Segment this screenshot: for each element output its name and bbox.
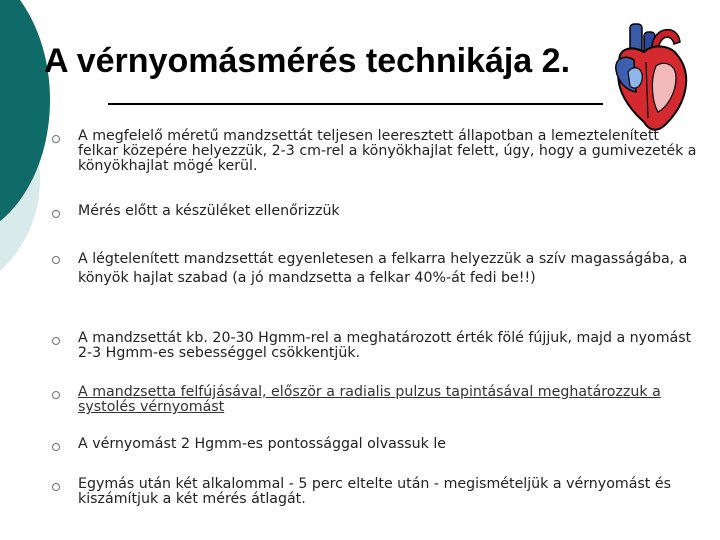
heart-anatomy-icon [606, 22, 696, 134]
hollow-circle-bullet-icon [52, 443, 60, 451]
bullet-text: A megfelelő méretű mandzsettát teljesen leeresztett állapotban a lemeztelenített felkar közepére helyezzük, 2-3 cm-rel a könyökhajlat felett, úgy, hogy a gumivezeték a könyökhajlat mögé kerül. [78, 128, 697, 174]
hollow-circle-bullet-icon [52, 391, 60, 399]
bullet-text: A mandzsetta felfújásával, először a radialis pulzus tapintásával meghatározzuk a systolés vérnyomást [78, 384, 661, 415]
hollow-circle-bullet-icon [52, 337, 60, 345]
bullet-text: A mandzsettát kb. 20-30 Hgmm-rel a meghatározott érték fölé fújjuk, majd a nyomást 2-3 Hgmm-es sebességgel csökkentjük. [78, 330, 692, 361]
bullet-text: A légtelenített mandzsettát egyenletesen a felkarra helyezzük a szív magasságába, a könyök hajlat szabad (a jó mandzsetta a felkar 40%-át fedi be!!) [78, 251, 688, 286]
hollow-circle-bullet-icon [52, 135, 60, 143]
slide-title: A vérnyomásmérés technikája 2. [44, 42, 571, 80]
bullet-text: Egymás után két alkalommal - 5 perc eltelte után - megismételjük a vérnyomást és kiszámítjuk a két mérés átlagát. [78, 476, 671, 507]
title-underline [108, 103, 603, 105]
bullet-text: A vérnyomást 2 Hgmm-es pontossággal olvassuk le [78, 436, 447, 452]
hollow-circle-bullet-icon [52, 210, 60, 218]
hollow-circle-bullet-icon [52, 256, 60, 264]
hollow-circle-bullet-icon [52, 483, 60, 491]
bullet-text: Mérés előtt a készüléket ellenőrizzük [78, 203, 340, 219]
